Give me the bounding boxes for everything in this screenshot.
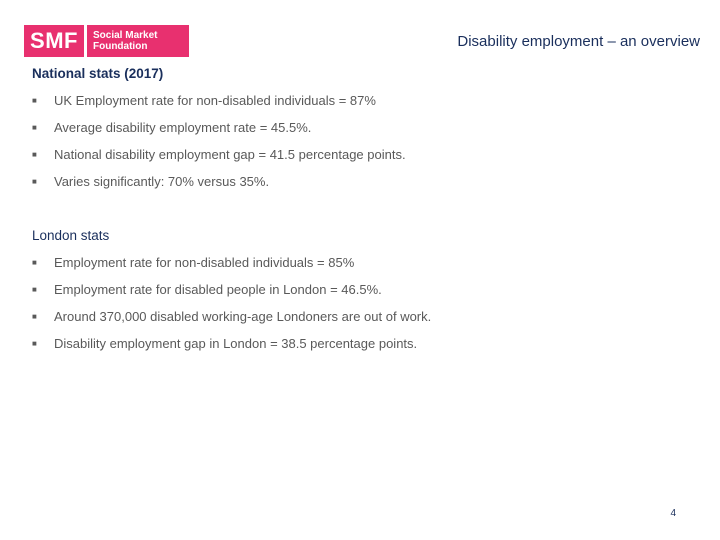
list-item [32,336,431,363]
list-item [32,93,406,120]
list-item-text: Varies significantly: 70% versus 35%. [54,174,270,189]
square-bullet-icon: ■ [32,285,37,294]
london-stats-list [32,255,431,363]
national-stats-heading: National stats (2017) [32,66,164,81]
square-bullet-icon: ■ [32,339,37,348]
list-item-text: Average disability employment rate = 45.5%. [54,120,312,135]
list-item-text: UK Employment rate for non-disabled individuals = 87% [54,93,376,108]
list-item [32,309,431,336]
list-item-text: Around 370,000 disabled working-age Londoners are out of work. [54,309,432,324]
square-bullet-icon: ■ [32,96,37,105]
list-item [32,174,406,201]
list-item-text: Employment rate for disabled people in London = 46.5%. [54,282,382,297]
square-bullet-icon: ■ [32,312,37,321]
square-bullet-icon: ■ [32,150,37,159]
list-item-text: National disability employment gap = 41.5 percentage points. [54,147,406,162]
national-stats-list [32,93,406,201]
london-stats-heading: London stats [32,228,110,243]
logo-line-2: Foundation [93,41,148,52]
square-bullet-icon: ■ [32,177,37,186]
list-item [32,147,406,174]
list-item-text: Disability employment gap in London = 38.5 percentage points. [54,336,418,351]
square-bullet-icon: ■ [32,258,37,267]
square-bullet-icon: ■ [32,123,37,132]
slide-title: Disability employment – an overview [457,33,700,50]
list-item [32,255,431,282]
logo-text [87,25,189,57]
list-item [32,120,406,147]
logo-mark: SMF [24,25,84,57]
list-item-text: Employment rate for non-disabled individuals = 85% [54,255,355,270]
smf-logo [24,25,189,57]
list-item [32,282,431,309]
logo-line-1: Social Market [93,30,158,41]
page-number: 4 [670,508,676,519]
